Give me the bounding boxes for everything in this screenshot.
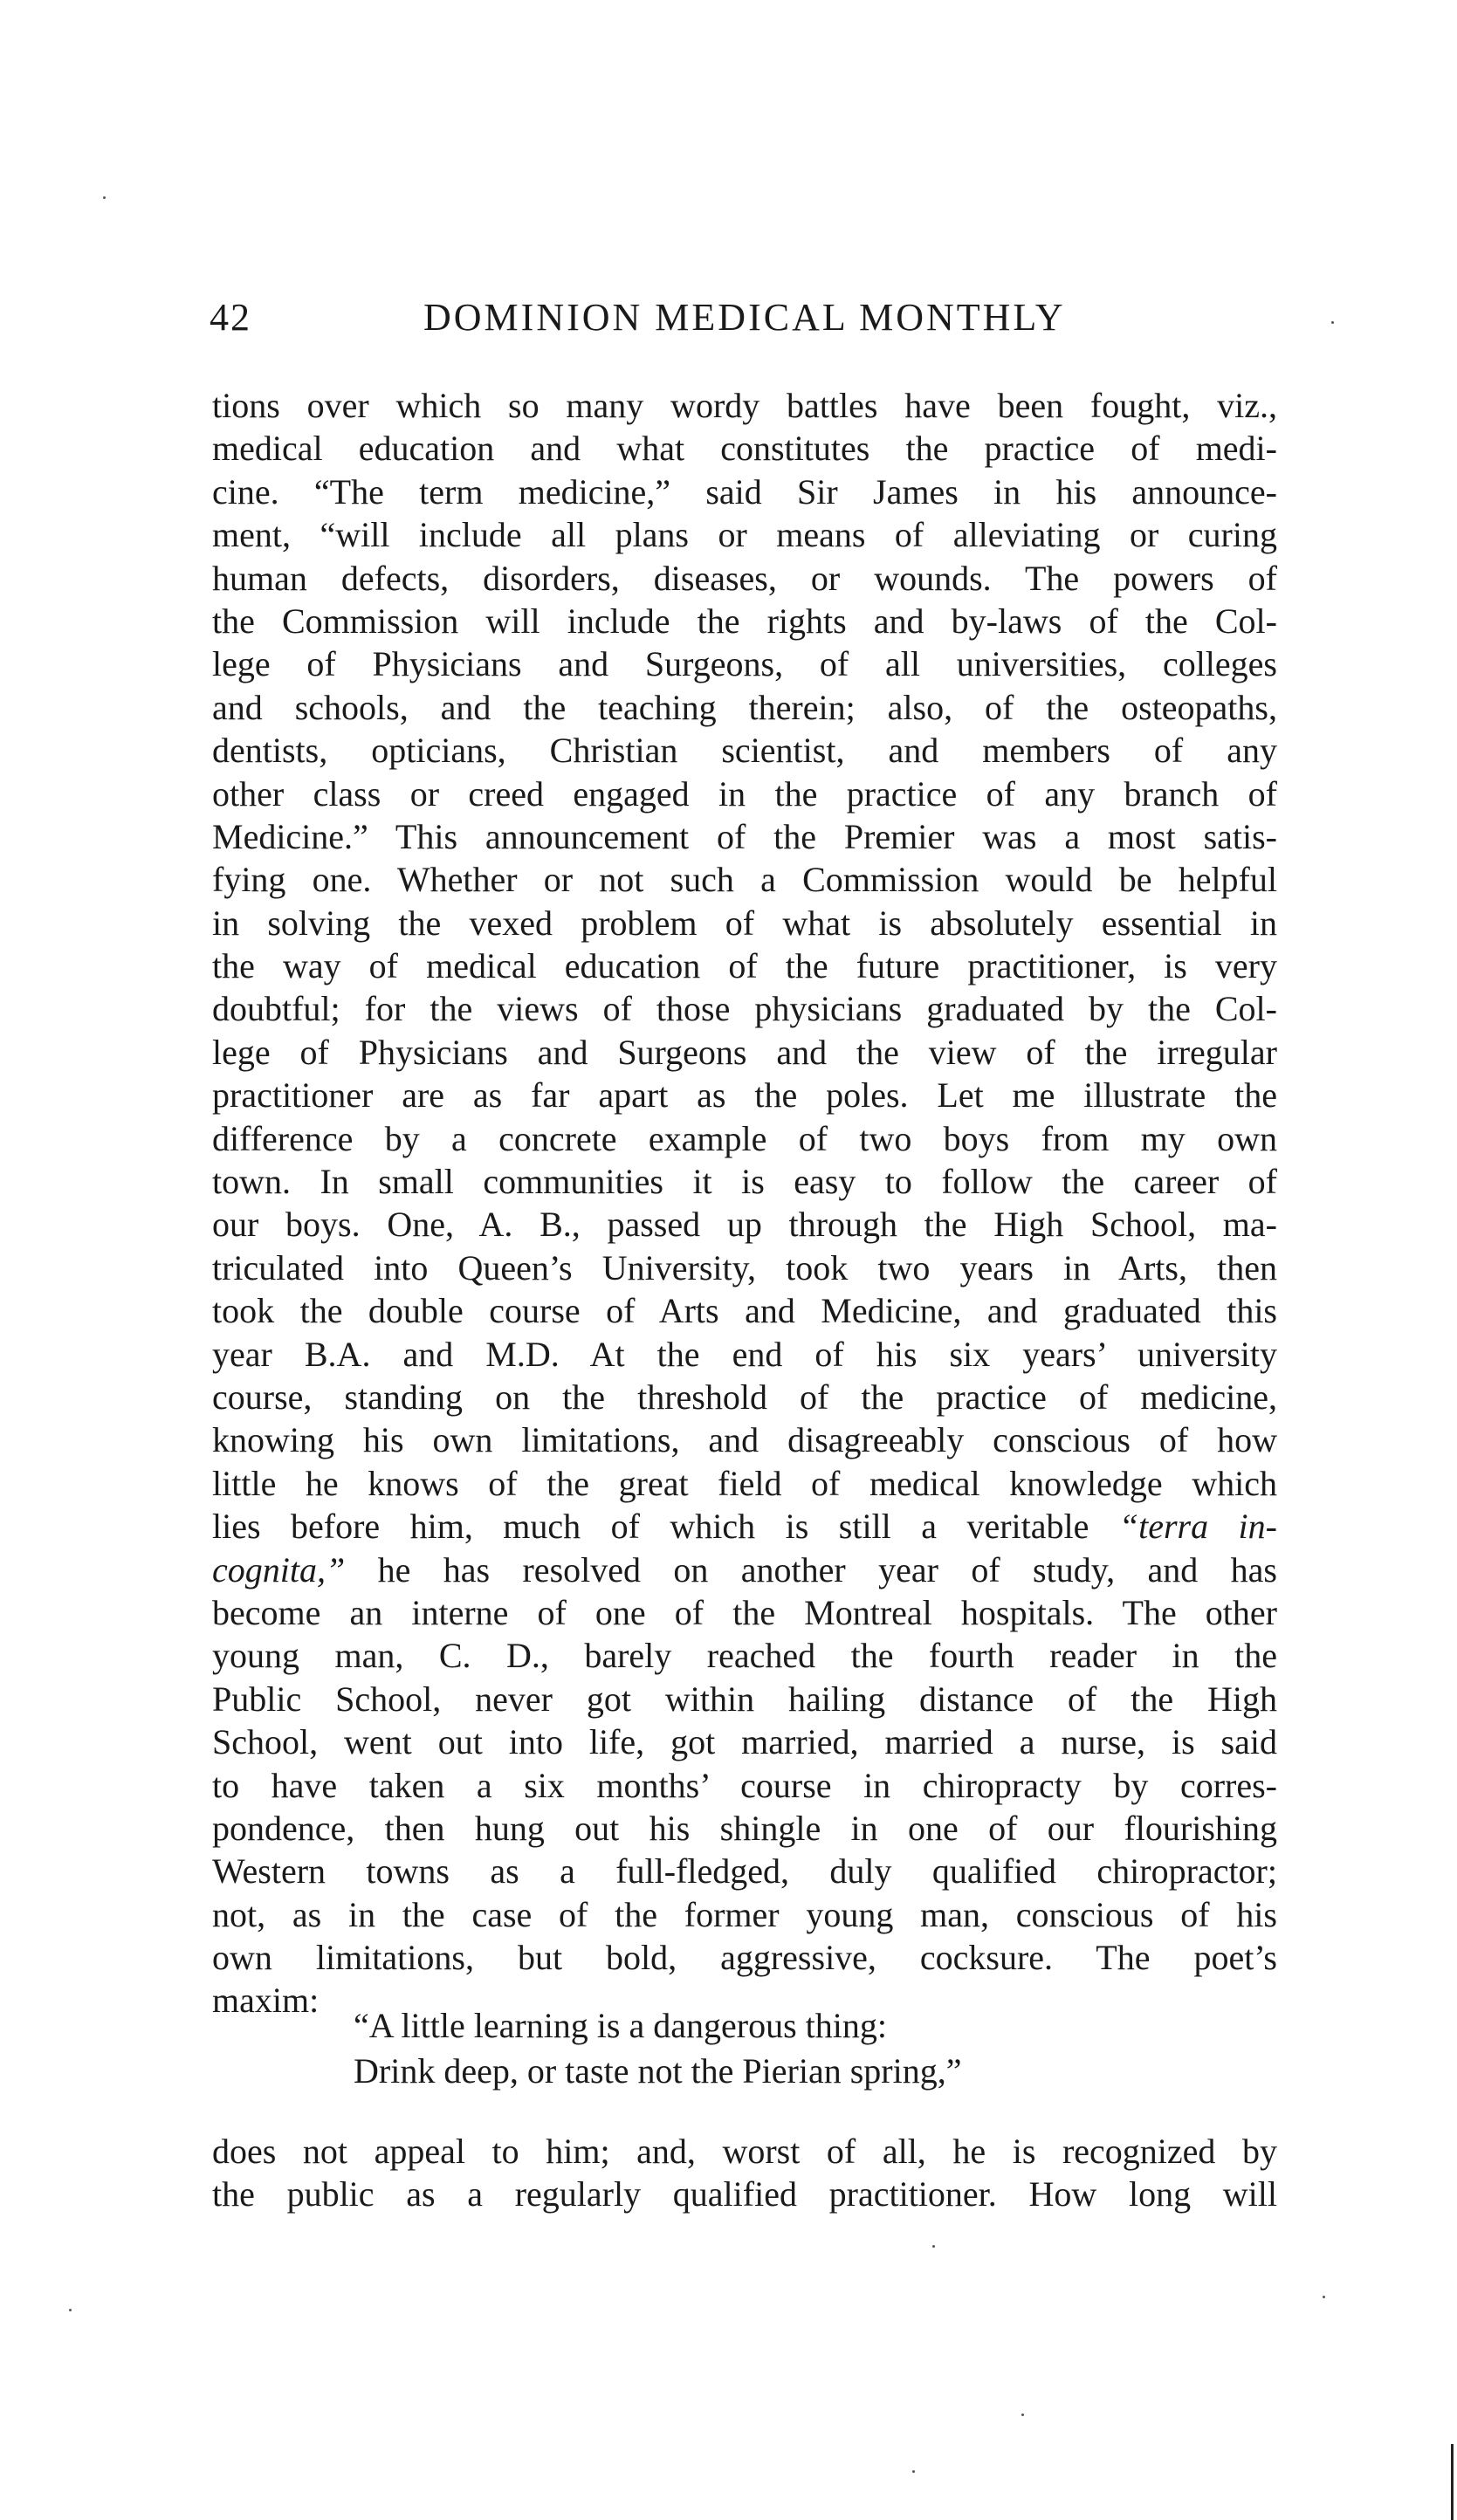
journal-title: DOMINION MEDICAL MONTHLY	[423, 296, 1066, 339]
text-line: doubtful; for the views of those physicians graduated by the Col-	[212, 989, 1277, 1029]
text-line: difference by a concrete example of two boys from my own	[212, 1118, 1277, 1158]
page-number: 42	[210, 296, 251, 339]
text-line-with-italic	[212, 1548, 1277, 1591]
text-line: triculated into Queen’s University, took two years in Arts, then	[212, 1247, 1277, 1287]
text-line: lege of Physicians and Surgeons, of all universities, colleges	[212, 644, 1277, 684]
text-line: tions over which so many wordy battles have been fought, viz.,	[212, 386, 1277, 425]
text-line: and schools, and the teaching therein; also, of the osteopaths,	[212, 687, 1277, 727]
scan-speck	[912, 2470, 915, 2473]
verse-line: Drink deep, or taste not the Pierian spring,”	[354, 2051, 962, 2091]
text-line-with-italic	[212, 1505, 1277, 1548]
text-line: little he knows of the great field of medical knowledge which	[212, 1463, 1277, 1503]
text-line: town. In small communities it is easy to follow the career of	[212, 1162, 1277, 1202]
text-line: not, as in the case of the former young man, conscious of his	[212, 1894, 1277, 1934]
text-line: cine. “The term medicine,” said Sir James in his announce-	[212, 471, 1277, 512]
text-line: ment, “will include all plans or means of alleviating or curing	[212, 515, 1277, 555]
closing-paragraph	[212, 2130, 1277, 2216]
text-line: practitioner are as far apart as the poles. Let me illustrate the	[212, 1075, 1277, 1116]
scan-speck	[69, 2309, 72, 2311]
scan-speck	[1323, 2296, 1325, 2298]
text-line: Public School, never got within hailing distance of the High	[212, 1679, 1277, 1719]
text-line: dentists, opticians, Christian scientist, and members of any	[212, 731, 1277, 771]
text-line: took the double course of Arts and Medicine, and graduated this	[212, 1291, 1277, 1331]
text-line: our boys. One, A. B., passed up through the High School, ma-	[212, 1205, 1277, 1245]
text-line: pondence, then hung out his shingle in one of our flourishing	[212, 1808, 1277, 1848]
text-line: does not appeal to him; and, worst of all, he is recognized by	[212, 2132, 1277, 2171]
body-paragraph	[212, 384, 1277, 2022]
scan-speck	[932, 2245, 935, 2248]
scan-speck	[1021, 2414, 1024, 2416]
scan-speck	[103, 196, 106, 199]
text-line: lege of Physicians and Surgeons and the view of the irregular	[212, 1032, 1277, 1072]
text-line: other class or creed engaged in the practice of any branch of	[212, 773, 1277, 814]
text-segment: he has resolved on another year of study, and has	[345, 1549, 1277, 1590]
text-line: to have taken a six months’ course in chiropracty by corres-	[212, 1765, 1277, 1805]
text-line: maxim:	[212, 1981, 320, 2021]
text-line: Western towns as a full-fledged, duly qualified chiropractor;	[212, 1851, 1277, 1892]
text-line: own limitations, but bold, aggressive, cocksure. The poet’s	[212, 1938, 1277, 1978]
text-line: course, standing on the threshold of the practice of medicine,	[212, 1377, 1277, 1417]
verse-line: “A little learning is a dangerous thing:	[354, 2006, 887, 2045]
text-line: medical education and what constitutes the practice of medi-	[212, 429, 1277, 469]
italic-phrase: cognita,”	[212, 1549, 346, 1590]
text-segment: lies before him, much of which is still a veritable	[212, 1507, 1119, 1547]
text-line: in solving the vexed problem of what is absolutely essential in	[212, 903, 1277, 943]
italic-phrase: “terra in-	[1118, 1507, 1277, 1547]
text-line: fying one. Whether or not such a Commission would be helpful	[212, 860, 1277, 900]
text-line: young man, C. D., barely reached the fourth reader in the	[212, 1636, 1277, 1676]
text-line: knowing his own limitations, and disagreeably conscious of how	[212, 1420, 1277, 1460]
text-line: year B.A. and M.D. At the end of his six years’ university	[212, 1334, 1277, 1374]
verse-quotation	[354, 2003, 1139, 2094]
text-line: the way of medical education of the future practitioner, is very	[212, 946, 1277, 986]
text-line: Medicine.” This announcement of the Premier was a most satis-	[212, 816, 1277, 856]
scan-speck	[1331, 321, 1334, 324]
text-line: School, went out into life, got married, married a nurse, is said	[212, 1722, 1277, 1762]
text-line: the public as a regularly qualified practitioner. How long will	[212, 2174, 1277, 2214]
scan-edge-mark	[1451, 2444, 1454, 2520]
text-line: human defects, disorders, diseases, or wounds. The powers of	[212, 558, 1277, 598]
text-line: become an interne of one of the Montreal hospitals. The other	[212, 1592, 1277, 1632]
text-line: the Commission will include the rights and by-laws of the Col-	[212, 601, 1277, 641]
running-head	[210, 295, 1117, 347]
